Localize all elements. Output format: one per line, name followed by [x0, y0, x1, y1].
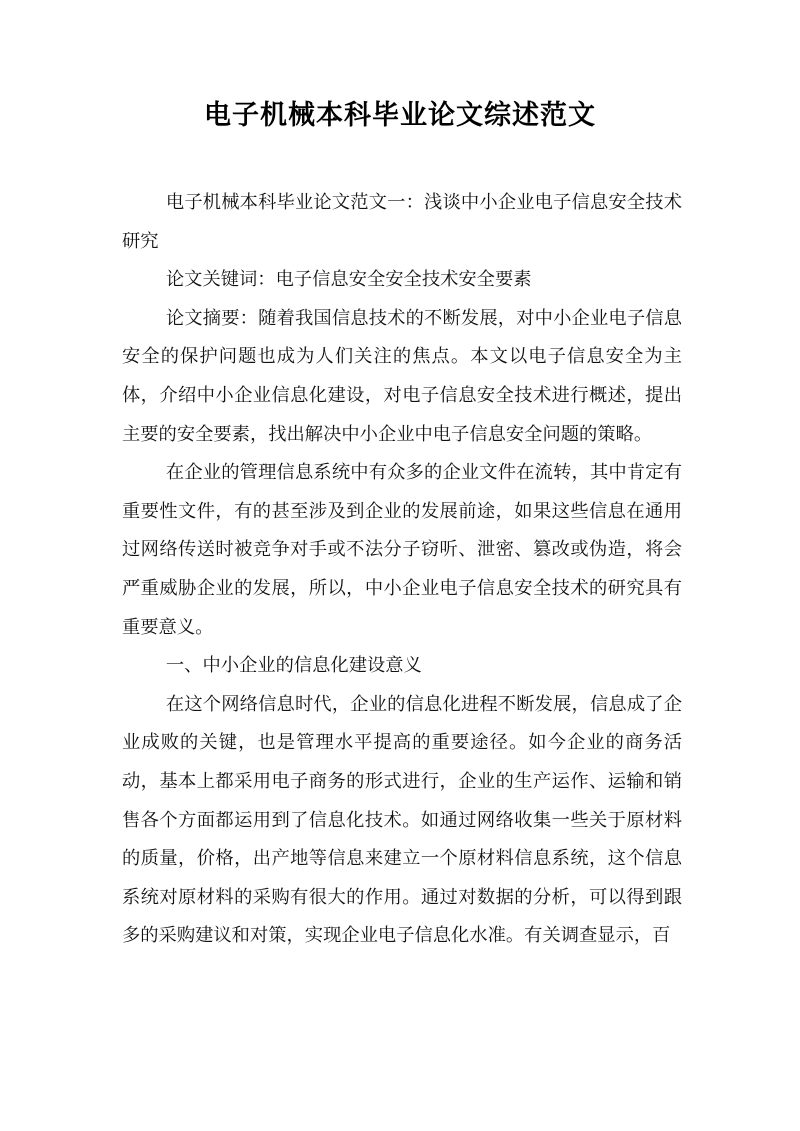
paragraph-section-1: 在这个网络信息时代，企业的信息化进程不断发展，信息成了企业成败的关键，也是管理水平提高的重要途径。如今企业的商务活动，基本上都采用电子商务的形式进行，企业的生产运作、运输和销售各个方面都运用到了信息化技术。如通过网络收集一些关于原材料的质量，价格，出产地等信息来建立一个原材料信息系统，这个信息系统对原材料的采购有很大的作用。通过对数据的分析，可以得到跟多的采购建议和对策，实现企业电子信息化水准。有关调查显示，百: [122, 693, 682, 947]
paragraph-abstract: 论文摘要：随着我国信息技术的不断发展，对中小企业电子信息安全的保护问题也成为人们关注的焦点。本文以电子信息安全为主体，介绍中小企业信息化建设，对电子信息安全技术进行概述，提出主要的安全要素，找出解决中小企业中电子信息安全问题的策略。: [122, 307, 682, 445]
document-title: 电子机械本科毕业论文综述范文: [204, 100, 596, 131]
paragraph-intro: 在企业的管理信息系统中有众多的企业文件在流转，其中肯定有重要性文件，有的甚至涉及到企业的发展前途，如果这些信息在通用过网络传送时被竞争对手或不法分子窃听、泄密、篡改或伪造，将会严重威胁企业的发展，所以，中小企业电子信息安全技术的研究具有重要意义。: [122, 462, 682, 638]
paragraph-keywords: 论文关键词：电子信息安全安全技术安全要素: [165, 269, 532, 291]
document-body: [122, 184, 682, 956]
section-heading: 一、中小企业的信息化建设意义: [165, 655, 422, 677]
paragraph-subtitle: 电子机械本科毕业论文范文一：浅谈中小企业电子信息安全技术研究: [122, 192, 682, 252]
